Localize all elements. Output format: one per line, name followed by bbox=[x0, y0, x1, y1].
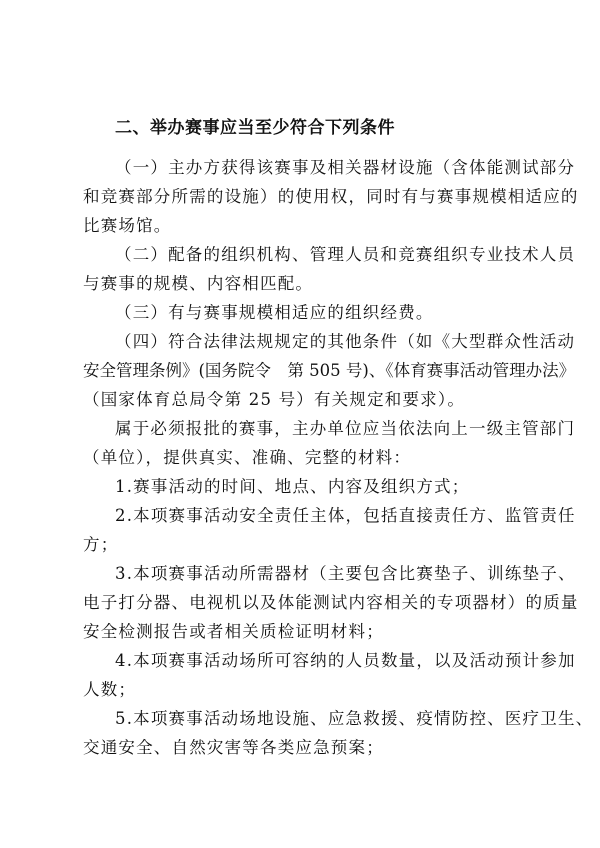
list-item: 5.本项赛事活动场地设施、应急救援、疫情防控、医疗卫生、 bbox=[115, 709, 594, 728]
paragraph-line: （单位），提供真实、准确、完整的材料： bbox=[83, 448, 412, 467]
list-item-continuation: 电子打分器、电视机以及体能测试内容相关的专项器材）的质量 bbox=[83, 593, 579, 612]
paragraph-line: 和竞赛部分所需的设施）的使用权，同时有与赛事规模相适应的 bbox=[83, 187, 579, 206]
list-item-continuation: 人数； bbox=[83, 680, 137, 699]
list-item: 3.本项赛事活动所需器材（主要包含比赛垫子、训练垫子、 bbox=[115, 564, 576, 583]
paragraph-line: （一）主办方获得该赛事及相关器材设施（含体能测试部分 bbox=[115, 158, 576, 177]
paragraph-line: （国家体育总局令第 25 号）有关规定和要求）。 bbox=[83, 390, 466, 409]
paragraph-line: （二）配备的组织机构、管理人员和竞赛组织专业技术人员 bbox=[115, 245, 576, 264]
paragraph-line: （四）符合法律法规规定的其他条件（如《大型群众性活动 bbox=[115, 332, 576, 351]
paragraph-line: 属于必须报批的赛事，主办单位应当依法向上一级主管部门 bbox=[115, 419, 576, 438]
list-item-continuation: 安全检测报告或者相关质检证明材料； bbox=[83, 622, 384, 641]
section-heading: 二、举办赛事应当至少符合下列条件 bbox=[115, 118, 395, 138]
list-item-continuation: 方； bbox=[83, 535, 119, 554]
list-item: 2.本项赛事活动安全责任主体，包括直接责任方、监管责任 bbox=[115, 506, 576, 525]
paragraph-line: 与赛事的规模、内容相匹配。 bbox=[83, 274, 314, 293]
paragraph-line: 比赛场馆。 bbox=[83, 216, 172, 235]
paragraph-line: （三）有与赛事规模相适应的组织经费。 bbox=[115, 303, 434, 322]
paragraph-line: 安全管理条例》(国务院令 第 505 号)、《体育赛事活动管理办法》 bbox=[83, 361, 576, 380]
list-item: 1.赛事活动的时间、地点、内容及组织方式； bbox=[115, 477, 470, 496]
list-item: 4.本项赛事活动场所可容纳的人员数量，以及活动预计参加 bbox=[115, 651, 576, 670]
list-item-continuation: 交通安全、自然灾害等各类应急预案； bbox=[83, 738, 384, 757]
